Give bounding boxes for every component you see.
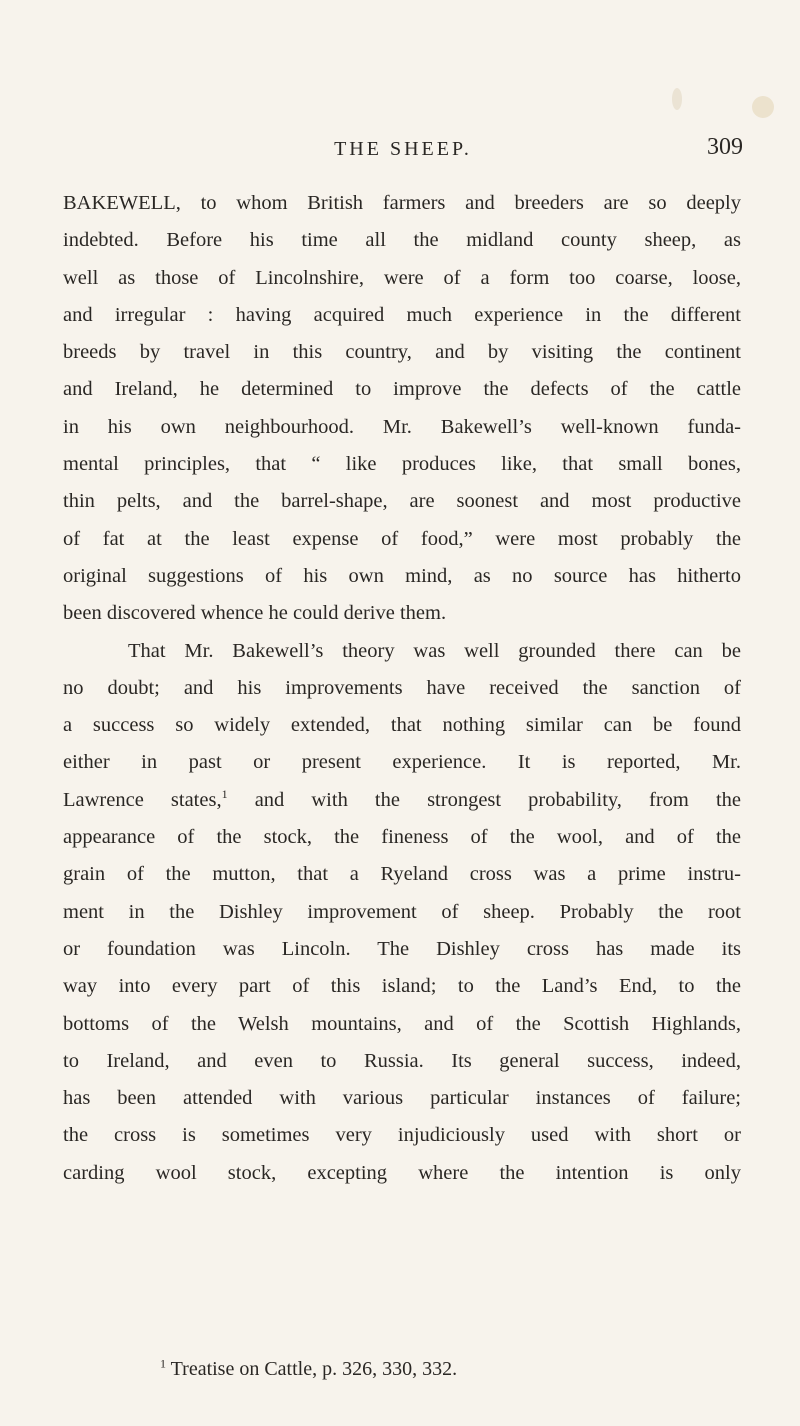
text-line: well as those of Lincolnshire, were of a form too coarse, loose, xyxy=(63,266,741,289)
text-line: bottoms of the Welsh mountains, and of the Scottish Highlands, xyxy=(63,1012,741,1035)
text-line: carding wool stock, excepting where the intention is only xyxy=(63,1161,741,1184)
text-line: way into every part of this island; to the Land’s End, to the xyxy=(63,975,741,998)
text-line: the cross is sometimes very injudiciously used with short or xyxy=(63,1124,741,1147)
paper-stain xyxy=(752,96,774,118)
text-line: in his own neighbourhood. Mr. Bakewell’s well-known funda- xyxy=(63,415,741,438)
text-line: and irregular : having acquired much experience in the different xyxy=(63,303,741,326)
footnote-marker: 1 xyxy=(221,786,228,801)
running-title: THE SHEEP. xyxy=(334,138,472,160)
text-line: That Mr. Bakewell’s theory was well grounded there can be xyxy=(128,639,741,662)
text-line: or foundation was Lincoln. The Dishley cross has made its xyxy=(63,937,741,960)
footnote xyxy=(160,1358,680,1381)
page-number: 309 xyxy=(707,134,743,160)
text-line: has been attended with various particular instances of failure; xyxy=(63,1087,741,1110)
text-line: thin pelts, and the barrel-shape, are soonest and most productive xyxy=(63,490,741,513)
body-text xyxy=(63,185,741,1192)
text-line: a success so widely extended, that nothing similar can be found xyxy=(63,714,741,737)
page-header xyxy=(63,134,743,168)
text-line: to Ireland, and even to Russia. Its general success, indeed, xyxy=(63,1049,741,1072)
text-line: BAKEWELL, to whom British farmers and breeders are so deeply xyxy=(63,192,741,214)
text-line: been discovered whence he could derive them. xyxy=(63,602,447,625)
text-line: indebted. Before his time all the midland county sheep, as xyxy=(63,229,741,252)
paper-stain xyxy=(672,88,682,110)
text-line-with-footnote xyxy=(63,782,741,819)
line-rest: and with the strongest probability, from the xyxy=(254,788,741,811)
text-line: ment in the Dishley improvement of sheep. Probably the root xyxy=(63,900,741,923)
text-line: either in past or present experience. It is reported, Mr. xyxy=(63,751,741,774)
line-prefix: Lawrence states, xyxy=(63,788,222,811)
text-line: breeds by travel in this country, and by visiting the continent xyxy=(63,341,741,364)
footnote-number: 1 xyxy=(160,1356,166,1371)
text-line: no doubt; and his improvements have received the sanction of xyxy=(63,676,741,699)
text-line: and Ireland, he determined to improve the defects of the cattle xyxy=(63,378,741,401)
text-line: grain of the mutton, that a Ryeland cross was a prime instru- xyxy=(63,863,741,886)
text-line: original suggestions of his own mind, as no source has hitherto xyxy=(63,564,741,587)
footnote-text: Treatise on Cattle, p. 326, 330, 332. xyxy=(170,1358,458,1380)
text-line: of fat at the least expense of food,” were most probably the xyxy=(63,527,741,550)
text-line: mental principles, that “ like produces like, that small bones, xyxy=(63,453,741,476)
text-line: appearance of the stock, the fineness of the wool, and of the xyxy=(63,826,741,849)
